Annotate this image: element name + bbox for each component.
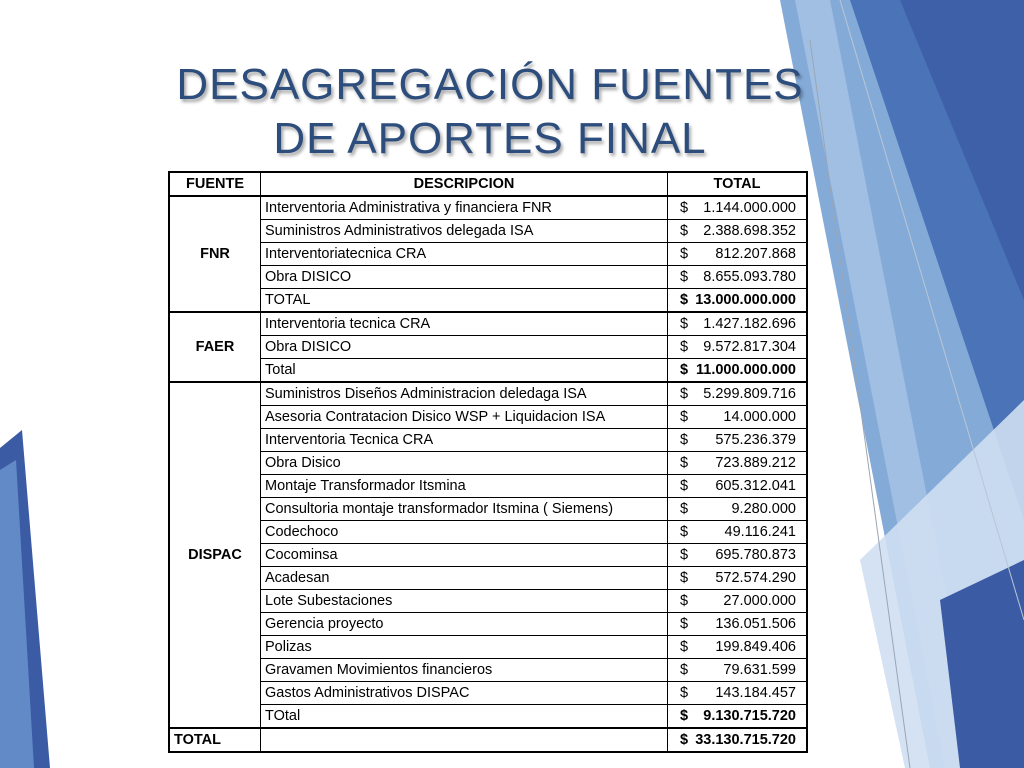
- currency-symbol: $: [680, 409, 689, 425]
- amount-value: 572.574.290: [715, 570, 796, 586]
- amount-cell: [668, 682, 808, 705]
- amount-value: 143.184.457: [715, 685, 796, 701]
- amount-value: 9.572.817.304: [703, 339, 796, 355]
- subtotal-row: [169, 705, 807, 729]
- amount-value: 199.849.406: [715, 639, 796, 655]
- currency-symbol: $: [680, 455, 689, 471]
- header-fuente: FUENTE: [169, 172, 261, 196]
- description-cell: Suministros Diseños Administracion deledaga ISA: [261, 382, 668, 406]
- currency-symbol: $: [680, 246, 689, 262]
- subtotal-amount-cell: [668, 728, 808, 752]
- funding-table: [168, 171, 808, 753]
- description-cell: Asesoria Contratacion Disico WSP + Liquidacion ISA: [261, 406, 668, 429]
- table-row: [169, 336, 807, 359]
- subtotal-amount-cell: [668, 705, 808, 729]
- currency-symbol: $: [680, 269, 689, 285]
- amount-cell: [668, 336, 808, 359]
- description-cell: Consultoria montaje transformador Itsmina ( Siemens): [261, 498, 668, 521]
- table-row: [169, 636, 807, 659]
- amount-value: 2.388.698.352: [703, 223, 796, 239]
- currency-symbol: $: [680, 316, 689, 332]
- subtotal-row: [169, 359, 807, 383]
- grand-total-empty-cell: [261, 728, 668, 752]
- description-cell: Interventoria tecnica CRA: [261, 312, 668, 336]
- currency-symbol: $: [680, 662, 689, 678]
- amount-value: 49.116.241: [724, 524, 796, 540]
- currency-symbol: $: [680, 386, 689, 402]
- amount-value: 9.130.715.720: [703, 708, 796, 724]
- amount-cell: [668, 521, 808, 544]
- description-cell: Acadesan: [261, 567, 668, 590]
- table-row: [169, 475, 807, 498]
- description-cell: Gerencia proyecto: [261, 613, 668, 636]
- description-cell: Codechoco: [261, 521, 668, 544]
- description-cell: Suministros Administrativos delegada ISA: [261, 220, 668, 243]
- table-row: [169, 266, 807, 289]
- amount-cell: [668, 452, 808, 475]
- description-cell: Polizas: [261, 636, 668, 659]
- currency-symbol: $: [680, 292, 689, 308]
- table-row: [169, 682, 807, 705]
- description-cell: Interventoria Administrativa y financiera FNR: [261, 196, 668, 220]
- table-row: [169, 659, 807, 682]
- amount-value: 14.000.000: [723, 409, 796, 425]
- table-row: [169, 243, 807, 266]
- table-row: [169, 590, 807, 613]
- currency-symbol: $: [680, 685, 689, 701]
- table-row: [169, 452, 807, 475]
- description-cell: Obra DISICO: [261, 336, 668, 359]
- subtotal-amount-cell: [668, 289, 808, 313]
- amount-value: 1.427.182.696: [703, 316, 796, 332]
- amount-cell: [668, 382, 808, 406]
- amount-cell: [668, 567, 808, 590]
- table-row: [169, 429, 807, 452]
- description-cell: Gastos Administrativos DISPAC: [261, 682, 668, 705]
- amount-cell: [668, 220, 808, 243]
- grand-total-row: [169, 728, 807, 752]
- amount-cell: [668, 312, 808, 336]
- amount-cell: [668, 406, 808, 429]
- description-cell: Lote Subestaciones: [261, 590, 668, 613]
- amount-cell: [668, 613, 808, 636]
- table-row: [169, 567, 807, 590]
- table-body: [169, 196, 807, 752]
- amount-cell: [668, 636, 808, 659]
- currency-symbol: $: [680, 639, 689, 655]
- amount-cell: [668, 475, 808, 498]
- subtotal-label: TOtal: [261, 705, 668, 729]
- subtotal-row: [169, 289, 807, 313]
- currency-symbol: $: [680, 708, 689, 724]
- fuente-cell: FNR: [169, 196, 261, 312]
- amount-value: 5.299.809.716: [703, 386, 796, 402]
- amount-value: 33.130.715.720: [695, 732, 796, 748]
- description-cell: Montaje Transformador Itsmina: [261, 475, 668, 498]
- amount-cell: [668, 266, 808, 289]
- currency-symbol: $: [680, 339, 689, 355]
- table-row: [169, 220, 807, 243]
- description-cell: Obra Disico: [261, 452, 668, 475]
- table-row: [169, 196, 807, 220]
- table-row: [169, 544, 807, 567]
- currency-symbol: $: [680, 478, 689, 494]
- currency-symbol: $: [680, 570, 689, 586]
- subtotal-label: TOTAL: [261, 289, 668, 313]
- page-title: DESAGREGACIÓN FUENTES DE APORTES FINAL: [176, 60, 804, 163]
- currency-symbol: $: [680, 223, 689, 239]
- table-row: [169, 613, 807, 636]
- amount-cell: [668, 544, 808, 567]
- amount-cell: [668, 196, 808, 220]
- amount-cell: [668, 429, 808, 452]
- amount-value: 575.236.379: [715, 432, 796, 448]
- amount-value: 812.207.868: [715, 246, 796, 262]
- currency-symbol: $: [680, 200, 689, 216]
- table-row: [169, 406, 807, 429]
- amount-value: 695.780.873: [715, 547, 796, 563]
- amount-cell: [668, 590, 808, 613]
- description-cell: Interventoriatecnica CRA: [261, 243, 668, 266]
- header-descripcion: DESCRIPCION: [261, 172, 668, 196]
- amount-cell: [668, 659, 808, 682]
- subtotal-amount-cell: [668, 359, 808, 383]
- amount-cell: [668, 243, 808, 266]
- header-total: TOTAL: [668, 172, 808, 196]
- amount-value: 1.144.000.000: [703, 200, 796, 216]
- currency-symbol: $: [680, 432, 689, 448]
- amount-value: 8.655.093.780: [703, 269, 796, 285]
- currency-symbol: $: [680, 616, 689, 632]
- currency-symbol: $: [680, 524, 689, 540]
- amount-value: 723.889.212: [715, 455, 796, 471]
- description-cell: Interventoria Tecnica CRA: [261, 429, 668, 452]
- amount-value: 11.000.000.000: [696, 362, 796, 378]
- fuente-cell: DISPAC: [169, 382, 261, 728]
- table-row: [169, 521, 807, 544]
- currency-symbol: $: [680, 593, 689, 609]
- table-row: [169, 382, 807, 406]
- amount-value: 136.051.506: [715, 616, 796, 632]
- currency-symbol: $: [680, 732, 689, 748]
- fuente-cell: FAER: [169, 312, 261, 382]
- description-cell: Cocominsa: [261, 544, 668, 567]
- grand-total-label: TOTAL: [169, 728, 261, 752]
- subtotal-label: Total: [261, 359, 668, 383]
- currency-symbol: $: [680, 501, 689, 517]
- table-header-row: [169, 172, 807, 196]
- amount-value: 79.631.599: [723, 662, 796, 678]
- currency-symbol: $: [680, 362, 689, 378]
- currency-symbol: $: [680, 547, 689, 563]
- amount-value: 13.000.000.000: [695, 292, 796, 308]
- description-cell: Gravamen Movimientos financieros: [261, 659, 668, 682]
- table-row: [169, 312, 807, 336]
- amount-value: 9.280.000: [731, 501, 796, 517]
- amount-value: 27.000.000: [723, 593, 796, 609]
- description-cell: Obra DISICO: [261, 266, 668, 289]
- amount-cell: [668, 498, 808, 521]
- amount-value: 605.312.041: [715, 478, 796, 494]
- table-row: [169, 498, 807, 521]
